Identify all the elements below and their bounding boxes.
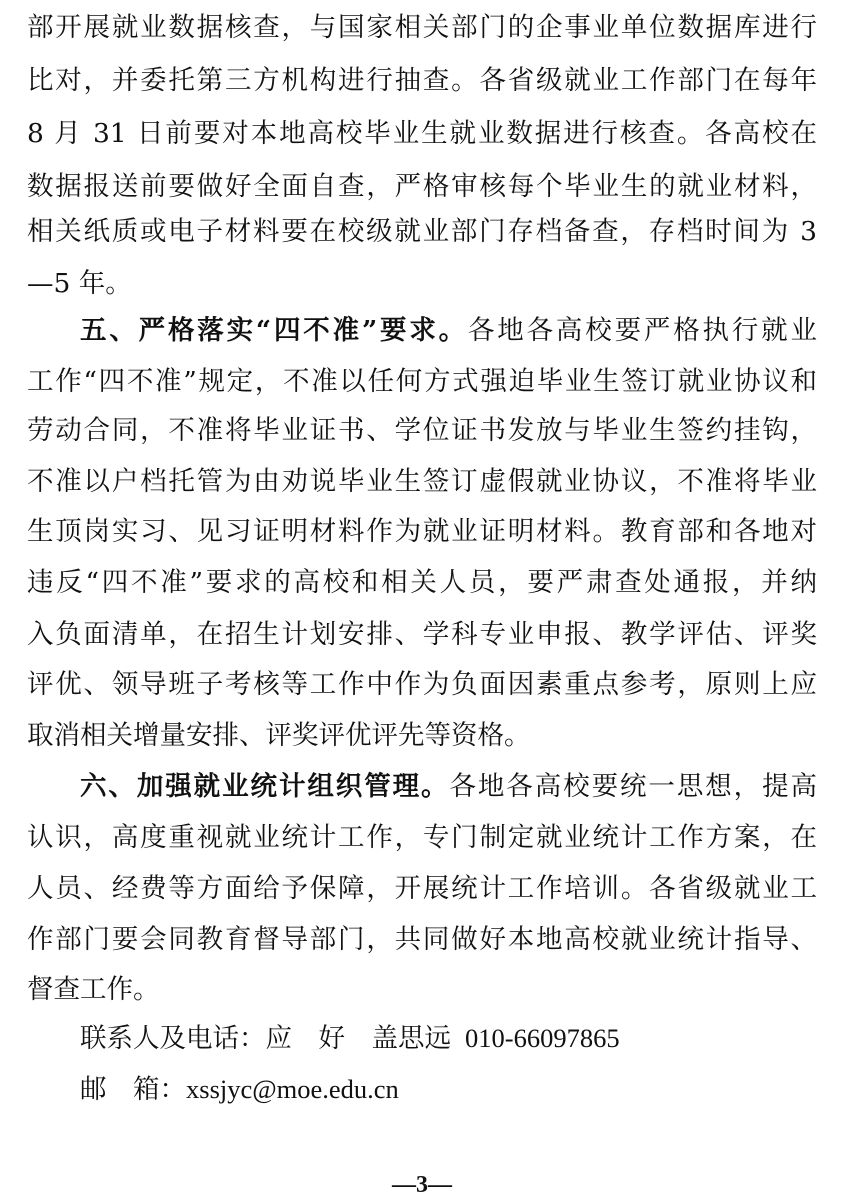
text-line: 数据报送前要做好全面自查，严格审核每个毕业生的就业材料， bbox=[27, 171, 817, 202]
email-label: 邮 箱： bbox=[80, 1074, 186, 1105]
text-line: 入负面清单，在招生计划安排、学科专业申报、教学评估、评奖 bbox=[27, 619, 817, 650]
text-line: 相关纸质或电子材料要在校级就业部门存档备查，存档时间为 3 bbox=[27, 216, 817, 247]
text-line: 不准以户档托管为由劝说毕业生签订虚假就业协议，不准将毕业 bbox=[27, 466, 817, 497]
text-line: 8 月 31 日前要对本地高校毕业生就业数据进行核查。各高校在 bbox=[27, 118, 817, 149]
section-five-first-line bbox=[80, 313, 817, 349]
email-line bbox=[80, 1071, 399, 1107]
text-line: 生顶岗实习、见习证明材料作为就业证明材料。教育部和各地对 bbox=[27, 516, 817, 547]
text-line: 评优、领导班子考核等工作中作为负面因素重点参考，原则上应 bbox=[27, 669, 817, 700]
text-line: 比对，并委托第三方机构进行抽查。各省级就业工作部门在每年 bbox=[27, 65, 817, 96]
text-line: 作部门要会同教育督导部门，共同做好本地高校就业统计指导、 bbox=[27, 924, 817, 955]
text-line: 工作“四不准”规定，不准以任何方式强迫毕业生签订就业协议和 bbox=[27, 366, 817, 397]
contact-line bbox=[80, 1020, 620, 1056]
text-line: 人员、经费等方面给予保障，开展统计工作培训。各省级就业工 bbox=[27, 873, 817, 904]
text-segment: 各地各高校要严格执行就业 bbox=[467, 315, 817, 346]
contact-names: 应 好 盖思远 bbox=[265, 1023, 451, 1054]
text-line: 违反“四不准”要求的高校和相关人员，要严肃查处通报，并纳 bbox=[27, 567, 817, 598]
text-line: 部开展就业数据核查，与国家相关部门的企事业单位数据库进行 bbox=[27, 12, 817, 43]
text-line: 取消相关增量安排、评奖评优评先等资格。 bbox=[27, 720, 531, 751]
text-line: 劳动合同，不准将毕业证书、学位证书发放与毕业生签约挂钩， bbox=[27, 415, 817, 446]
text-line: 督查工作。 bbox=[27, 974, 160, 1005]
page-number: —3— bbox=[392, 1172, 452, 1198]
contact-label: 联系人及电话： bbox=[80, 1023, 266, 1054]
contact-phone: 010-66097865 bbox=[465, 1023, 620, 1053]
section-six-heading: 六、加强就业统计组织管理。 bbox=[80, 771, 450, 802]
section-five-heading: 五、严格落实“四不准”要求。 bbox=[80, 315, 468, 346]
text-line: —5 年。 bbox=[27, 268, 132, 299]
text-line: 认识，高度重视就业统计工作，专门制定就业统计工作方案，在 bbox=[27, 822, 817, 853]
text-segment: 各地各高校要统一思想，提高 bbox=[449, 771, 818, 802]
section-six-first-line bbox=[80, 769, 817, 805]
email-address[interactable]: xssjyc@moe.edu.cn bbox=[186, 1074, 399, 1104]
